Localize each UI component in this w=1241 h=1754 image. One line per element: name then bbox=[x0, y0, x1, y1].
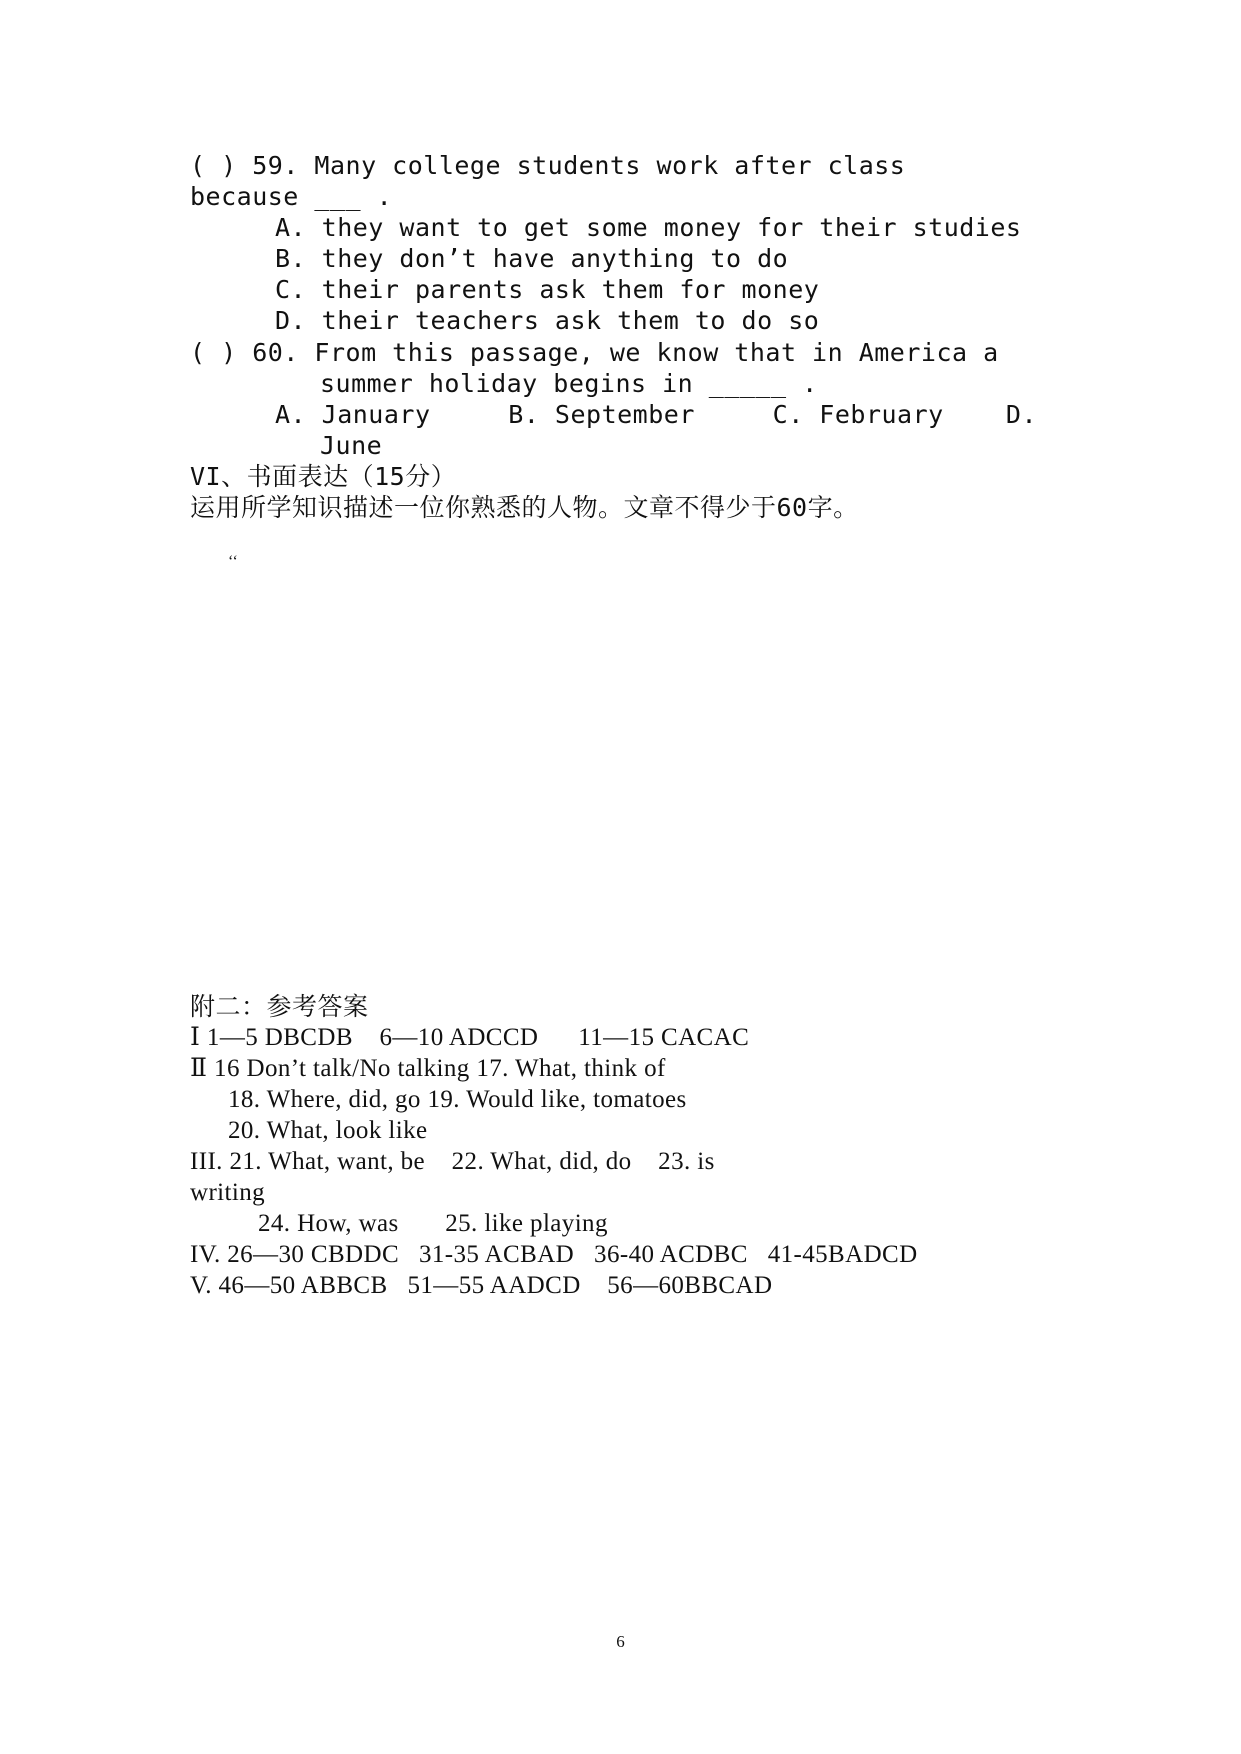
q59-stem: ( ) 59. Many college students work after class bbox=[190, 151, 906, 180]
q60-option-d-text: June bbox=[320, 431, 383, 460]
q59-stem-continued: because ___ . bbox=[190, 182, 393, 211]
answers-line-8: IV. 26—30 CBDDC 31-35 ACBAD 36-40 ACDBC 41-45BADCD bbox=[190, 1241, 918, 1268]
answers-line-1: Ⅰ 1—5 DBCDB 6—10 ADCCD 11—15 CACAC bbox=[190, 1024, 750, 1051]
q59-option-d: D. their teachers ask them to do so bbox=[275, 306, 820, 335]
quote-mark: ‘‘ bbox=[228, 553, 239, 570]
writing-prompt: 运用所学知识描述一位你熟悉的人物。文章不得少于60字。 bbox=[190, 493, 859, 522]
answers-heading: 附二：参考答案 bbox=[190, 992, 369, 1021]
q59-option-b: B. they don’t have anything to do bbox=[275, 244, 789, 273]
q60-stem-continued: summer holiday begins in _____ . bbox=[320, 369, 818, 398]
writing-heading: VI、书面表达（15分） bbox=[190, 462, 457, 491]
q59-option-a: A. they want to get some money for their studies bbox=[275, 213, 1022, 242]
q59-option-c: C. their parents ask them for money bbox=[275, 275, 820, 304]
answers-line-5: III. 21. What, want, be 22. What, did, do 23. is bbox=[190, 1148, 715, 1175]
answers-line-9: V. 46—50 ABBCB 51—55 AADCD 56—60BBCAD bbox=[190, 1272, 773, 1299]
answers-line-7: 24. How, was 25. like playing bbox=[258, 1210, 608, 1237]
page-number: 6 bbox=[616, 1632, 625, 1651]
answers-line-3: 18. Where, did, go 19. Would like, tomatoes bbox=[228, 1086, 687, 1113]
q60-options: A. January B. September C. February D. bbox=[275, 400, 1038, 429]
answers-line-6: writing bbox=[190, 1179, 266, 1206]
answers-line-2: Ⅱ 16 Don’t talk/No talking 17. What, think of bbox=[190, 1055, 666, 1082]
answers-line-4: 20. What, look like bbox=[228, 1117, 428, 1144]
q60-stem: ( ) 60. From this passage, we know that in America a bbox=[190, 338, 999, 367]
